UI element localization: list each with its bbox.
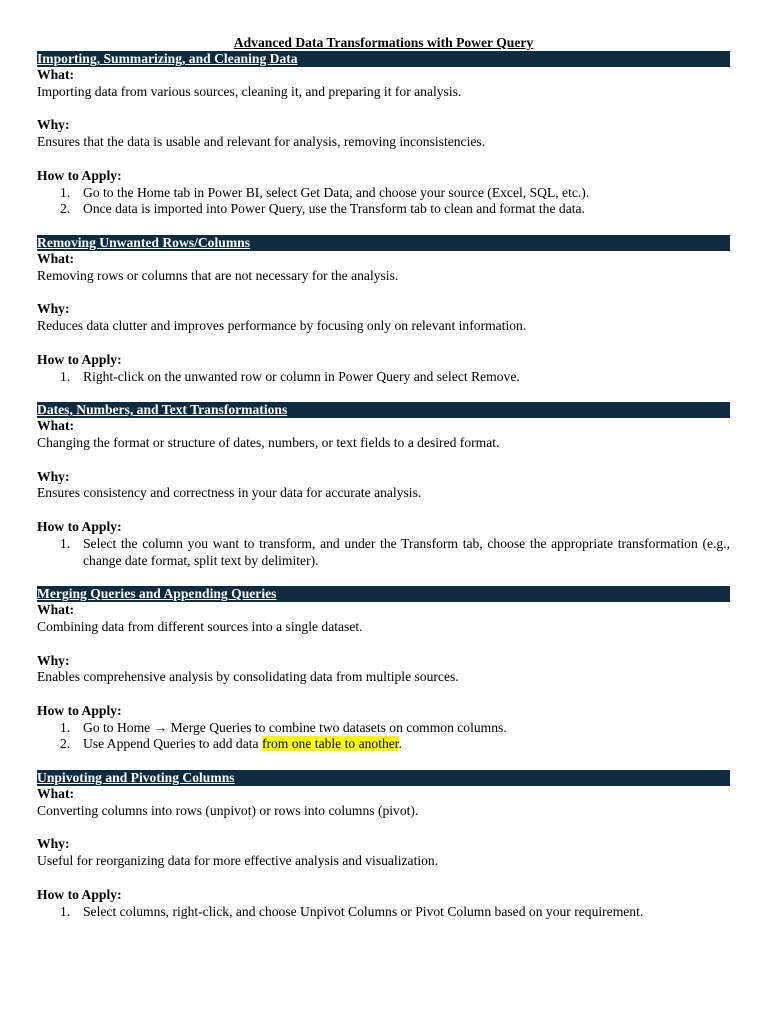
section-unpivoting: [37, 770, 730, 920]
list-item-text: Once data is imported into Power Query, use the Transform tab to clean and format the data.: [83, 201, 585, 217]
why-label: Why:: [37, 301, 70, 317]
what-text: Converting columns into rows (unpivot) or rows into columns (pivot).: [37, 802, 419, 818]
why-text: Reduces data clutter and improves performance by focusing only on relevant information.: [37, 318, 527, 334]
why-text: Enables comprehensive analysis by consolidating data from multiple sources.: [37, 669, 459, 685]
section-transformations: [37, 402, 730, 569]
list-item-text: Select columns, right-click, and choose Unpivot Columns or Pivot Column based on your requirement.: [83, 903, 644, 919]
why-label: Why:: [37, 836, 70, 852]
why-label: Why:: [37, 652, 70, 668]
how-label: How to Apply:: [37, 167, 122, 183]
list-item: [37, 736, 730, 753]
list-item: [37, 904, 730, 921]
list-number: 1.: [60, 535, 71, 551]
section-heading: Merging Queries and Appending Queries: [37, 586, 730, 602]
list-item-text-start: Use Append Queries to add data: [83, 736, 262, 752]
list-number: 2.: [60, 201, 71, 217]
why-text: Useful for reorganizing data for more effective analysis and visualization.: [37, 853, 439, 869]
list-item-text: Go to the Home tab in Power BI, select Get Data, and choose your source (Excel, SQL, etc.).: [83, 184, 590, 200]
what-text: Importing data from various sources, cleaning it, and preparing it for analysis.: [37, 83, 462, 99]
why-label: Why:: [37, 117, 70, 133]
steps-list: [37, 536, 730, 570]
section-heading: Importing, Summarizing, and Cleaning Data: [37, 51, 730, 67]
list-number: 1.: [60, 903, 71, 919]
what-label: What:: [37, 602, 75, 618]
section-importing: [37, 51, 730, 218]
list-item-text: Right-click on the unwanted row or column in Power Query and select Remove.: [83, 368, 520, 384]
what-text: Combining data from different sources into a single dataset.: [37, 618, 363, 634]
list-item: [37, 720, 730, 737]
what-text: Changing the format or structure of dates, numbers, or text fields to a desired format.: [37, 434, 500, 450]
list-item-text: Go to Home → Merge Queries to combine two datasets on common columns.: [83, 719, 507, 735]
why-text: Ensures that the data is usable and relevant for analysis, removing inconsistencies.: [37, 134, 486, 150]
what-label: What:: [37, 67, 75, 82]
list-number: 1.: [60, 184, 71, 200]
what-label: What:: [37, 786, 75, 802]
list-number: 2.: [60, 736, 71, 752]
steps-list: [37, 904, 730, 921]
list-item-text: Select the column you want to transform, and under the Transform tab, choose the appropriate transformation (e.g., change date format, split text by delimiter).: [83, 535, 730, 568]
how-label: How to Apply:: [37, 518, 122, 534]
how-label: How to Apply:: [37, 702, 122, 718]
highlighted-text: from one table to another: [261, 736, 399, 752]
how-label: How to Apply:: [37, 886, 122, 902]
what-label: What:: [37, 250, 75, 266]
list-item: [37, 185, 730, 202]
list-item: [37, 369, 730, 386]
steps-list: [37, 369, 730, 386]
document-page: [37, 34, 730, 920]
section-heading: Removing Unwanted Rows/Columns: [37, 235, 730, 251]
section-merging: [37, 586, 730, 753]
how-label: How to Apply:: [37, 351, 122, 367]
steps-list: [37, 720, 730, 754]
why-text: Ensures consistency and correctness in your data for accurate analysis.: [37, 485, 422, 501]
section-heading: Dates, Numbers, and Text Transformations: [37, 402, 730, 418]
steps-list: [37, 185, 730, 219]
what-label: What:: [37, 418, 75, 434]
list-number: 1.: [60, 719, 71, 735]
section-removing: [37, 235, 730, 385]
list-item: [37, 536, 730, 570]
what-text: Removing rows or columns that are not necessary for the analysis.: [37, 267, 399, 283]
list-number: 1.: [60, 368, 71, 384]
why-label: Why:: [37, 468, 70, 484]
section-heading: Unpivoting and Pivoting Columns: [37, 770, 730, 786]
list-item-text-end: .: [398, 736, 402, 752]
list-item: [37, 201, 730, 218]
document-title: Advanced Data Transformations with Power Query: [233, 35, 534, 50]
list-item-text: [83, 736, 402, 751]
